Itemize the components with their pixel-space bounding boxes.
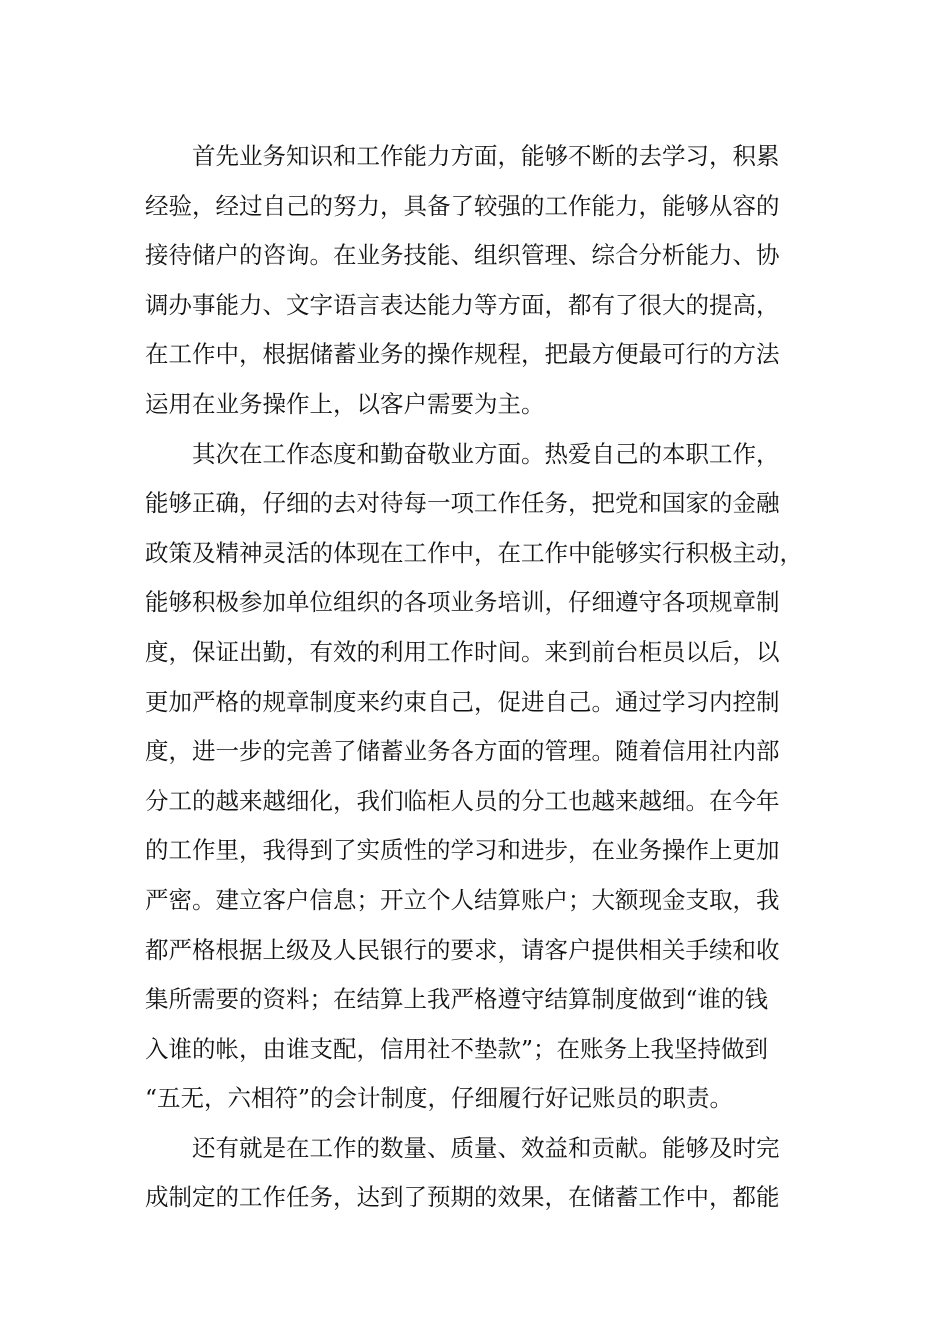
paragraph-work-results [145, 1124, 825, 1223]
text-line: “五无，六相符”的会计制度，仔细履行好记账员的职责。 [145, 1084, 734, 1113]
text-line: 严密。建立客户信息；开立个人结算账户；大额现金支取，我 [145, 885, 780, 914]
text-line: 还有就是在工作的数量、质量、效益和贡献。能够及时完 [192, 1133, 780, 1162]
text-line: 度，保证出勤，有效的利用工作时间。来到前台柜员以后，以 [145, 637, 780, 666]
paragraph-business-ability [145, 132, 825, 430]
text-line: 能够正确，仔细的去对待每一项工作任务，把党和国家的金融 [145, 489, 780, 518]
text-line: 调办事能力、文字语言表达能力等方面，都有了很大的提高， [145, 290, 780, 319]
text-line: 更加严格的规章制度来约束自己，促进自己。通过学习内控制 [145, 687, 780, 716]
text-line: 运用在业务操作上，以客户需要为主。 [145, 389, 545, 418]
text-line: 经验，经过自己的努力，具备了较强的工作能力，能够从容的 [145, 191, 780, 220]
text-line: 集所需要的资料；在结算上我严格遵守结算制度做到“谁的钱 [145, 985, 769, 1014]
text-line: 分工的越来越细化，我们临柜人员的分工也越来越细。在今年 [145, 786, 780, 815]
paragraph-work-attitude [145, 430, 825, 1124]
text-line: 能够积极参加单位组织的各项业务培训，仔细遵守各项规章制 [145, 588, 780, 617]
text-line: 度，进一步的完善了储蓄业务各方面的管理。随着信用社内部 [145, 737, 780, 766]
text-line: 入谁的帐，由谁支配，信用社不垫款”；在账务上我坚持做到 [145, 1034, 769, 1063]
text-line: 接待储户的咨询。在业务技能、组织管理、综合分析能力、协 [145, 241, 780, 270]
text-line: 政策及精神灵活的体现在工作中，在工作中能够实行积极主动， [145, 538, 803, 567]
text-line: 的工作里，我得到了实质性的学习和进步，在业务操作上更加 [145, 836, 780, 865]
text-line: 都严格根据上级及人民银行的要求，请客户提供相关手续和收 [145, 935, 780, 964]
document-body [145, 132, 825, 1223]
text-line: 首先业务知识和工作能力方面，能够不断的去学习，积累 [192, 142, 780, 170]
text-line: 成制定的工作任务，达到了预期的效果，在储蓄工作中，都能 [145, 1183, 780, 1212]
text-line: 在工作中，根据储蓄业务的操作规程，把最方便最可行的方法 [145, 340, 780, 369]
text-line: 其次在工作态度和勤奋敬业方面。热爱自己的本职工作， [192, 439, 780, 468]
